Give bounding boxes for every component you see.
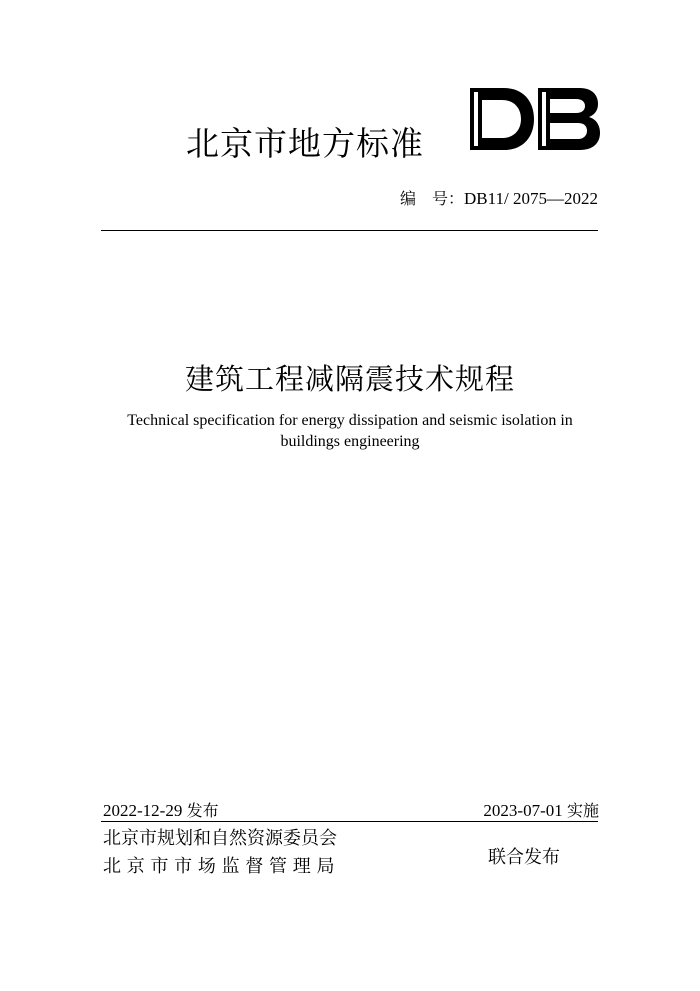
effective-date: [483, 798, 599, 821]
publish-date-value: 2022-12-29: [103, 801, 183, 820]
db-logo: [468, 84, 602, 154]
title-english-line1: Technical specification for energy dissipation and seismic isolation in: [127, 412, 573, 429]
standard-number: [400, 186, 598, 209]
standard-category: 北京市地方标准: [186, 124, 424, 163]
db-logo-d: [470, 88, 534, 150]
publish-date: [103, 798, 219, 821]
effective-date-value: 2023-07-01: [483, 801, 563, 820]
publish-date-label: 发布: [186, 801, 219, 820]
title-english-line2: buildings engineering: [280, 433, 420, 450]
footer-divider: [101, 821, 598, 822]
header-divider: [101, 230, 598, 231]
issuer-market-supervision: 北 京 市 市 场 监 督 管 理 局: [103, 856, 335, 877]
standard-number-value: DB11/ 2075—2022: [464, 189, 598, 208]
document-title-chinese: 建筑工程减隔震技术规程: [184, 362, 515, 396]
effective-date-label: 实施: [566, 801, 599, 820]
document-title-english: [90, 410, 610, 452]
issuer-planning-commission: 北京市规划和自然资源委员会: [103, 828, 337, 849]
joint-issue-label: 联合发布: [488, 847, 560, 868]
standard-number-label: 编 号：: [400, 189, 465, 208]
db-logo-b: [538, 88, 600, 150]
